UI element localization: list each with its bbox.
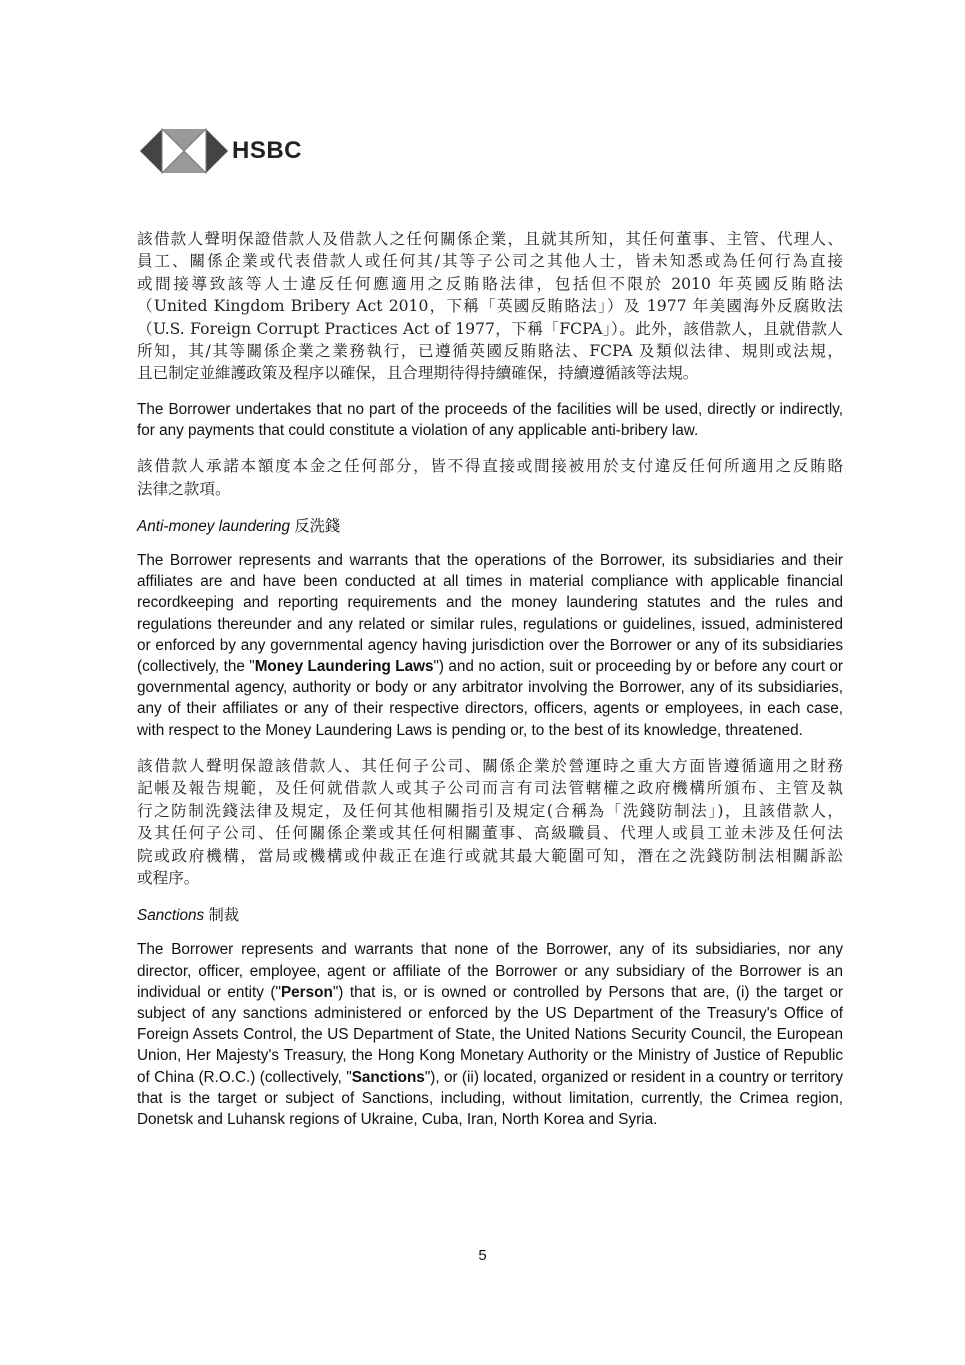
text-line: 或間接導致該等人士違反任何應適用之反賄賂法律，包括但不限於 2010 年英國反賄賂法 (137, 274, 843, 293)
defined-term: Sanctions (351, 1068, 425, 1086)
text-line: 或程序。 (137, 868, 200, 887)
heading-anti-money-laundering (137, 514, 843, 536)
heading-zh: 反洗錢 (294, 517, 341, 536)
text-line: 員工、關係企業或代表借款人或任何其/其等子公司之其他人士，皆未知悉或為任何行為直接 (137, 252, 843, 271)
en-sanctions-paragraph (137, 939, 843, 1130)
hsbc-hexagon-icon (140, 127, 228, 175)
text-line: 院或政府機構，當局或機構或仲裁正在進行或就其最大範圍可知，潛在之洗錢防制法相關訴訟 (137, 846, 843, 865)
en-aml-paragraph (137, 550, 843, 741)
text-line: 且已制定並維護政策及程序以確保，且合理期待得持續確保，持續遵循該等法規。 (137, 364, 699, 383)
document-body (137, 228, 843, 1144)
text: "), or (ii) located, organized or resident in a country or territory that is the target or subject of Sanctions, including, without limitation, currently, the Crimea region, Donetsk and Luhansk regions of Ukraine, Cuba, Iran, North Korea and Syria. (137, 1068, 843, 1128)
text-line: 記帳及報告規範，及任何就借款人或其子公司而言有司法管轄權之政府機構所頒布、主管及執 (137, 779, 843, 798)
heading-zh: 制裁 (208, 906, 240, 925)
text-line: 法律之款項。 (137, 479, 231, 498)
defined-term: Person (280, 983, 333, 1001)
heading-en: Anti-money laundering (137, 518, 291, 536)
text-line: 行之防制洗錢法律及規定，及任何其他相關指引及規定(合稱為「洗錢防制法」)，且該借款人， (137, 801, 843, 820)
text: The Borrower represents and warrants that the operations of the Borrower, its subsidiaries and their affiliates are and have been conducted at all times in material compliance with applicable financial recordkeeping and reporting requirements and the money laundering statutes and the rules and regulations thereunder and any related or similar rules, regulations or guidelines, issued, administered or enforced by any governmental agency having jurisdiction over the Borrower or any of its subsidiaries (collectively, the " (137, 552, 843, 676)
text-line: 所知，其/其等關係企業之業務執行，已遵循英國反賄賂法、FCPA 及類似法律、規則或法規， (137, 342, 843, 361)
page-number: 5 (478, 1247, 487, 1264)
hsbc-logo (140, 127, 302, 175)
text-line: （U.S. Foreign Corrupt Practices Act of 1977，下稱「FCPA」）。此外，該借款人，且就借款人 (137, 319, 843, 338)
zh-anti-bribery-paragraph (137, 228, 843, 385)
zh-proceeds-paragraph (137, 455, 843, 500)
logo-text: HSBC (232, 137, 303, 164)
text: ") that is, or is owned or controlled by Persons that are, (i) the target or subject of any sanctions administered or enforced by the US Department of the Treasury's Office of Foreign Assets Control, the US Department of State, the United Nations Security Council, the European Union, Her Majesty's Treasury, the Hong Kong Monetary Authority or the Ministry of Justice of Republic of China (R.O.C.) (collectively, " (137, 983, 844, 1086)
zh-aml-paragraph (137, 755, 843, 889)
en-proceeds-paragraph: The Borrower undertakes that no part of the proceeds of the facilities will be used, directly or indirectly, for any payments that could constitute a violation of any applicable anti-bribery law. (137, 400, 843, 440)
text-line: 該借款人承諾本額度本金之任何部分，皆不得直接或間接被用於支付違反任何所適用之反賄賂 (137, 457, 843, 476)
text-line: 該借款人聲明保證借款人及借款人之任何關係企業，且就其所知，其任何董事、主管、代理人、 (137, 230, 843, 248)
defined-term: Money Laundering Laws (254, 658, 434, 676)
text-line: 及其任何子公司、任何關係企業或其任何相關董事、高級職員、代理人或員工並未涉及任何法 (137, 824, 843, 843)
text-line: （United Kingdom Bribery Act 2010，下稱「英國反賄賂法」）及 1977 年美國海外反腐敗法 (137, 297, 843, 316)
heading-sanctions (137, 903, 843, 925)
heading-en: Sanctions (137, 907, 205, 925)
text: ") and no action, suit or proceeding by or before any court or governmental agency, authority or body or any arbitrator involving the Borrower, any of its subsidiaries, any of their affiliates or any of their respective directors, officers, agents or employees, in each case, with respect to the Money Laundering Laws is pending or, to the best of its knowledge, threatened. (137, 658, 843, 739)
text: The Borrower represents and warrants that none of the Borrower, any of its subsidiaries, nor any director, officer, employee, agent or affiliate of the Borrower or any subsidiary of the Borrower is an individual or entity (" (137, 941, 843, 1001)
text-line: 該借款人聲明保證該借款人、其任何子公司、關係企業於營運時之重大方面皆遵循適用之財務 (137, 756, 843, 775)
